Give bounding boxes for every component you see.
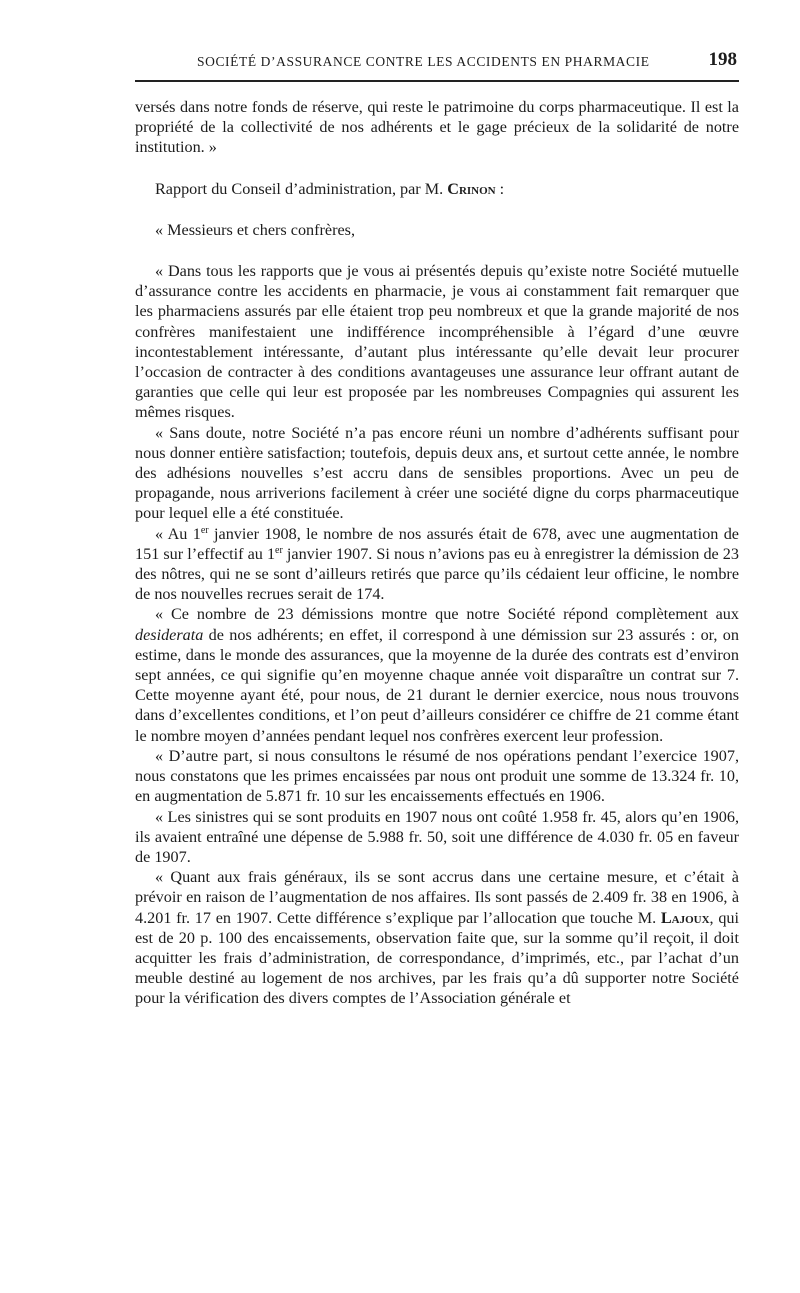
salutation: « Messieurs et chers confrères,: [155, 220, 356, 239]
superscript: er: [200, 524, 209, 536]
report-heading: [135, 179, 739, 199]
text-run: de nos adhérents; en effet, il correspond à une démission sur 23 assurés : or, on estime, dans le monde des assurances, que la moyenne de la durée des contrats est d’environ sept années, ce qui signifie qu’en moyenne chaque année voit disparaître un contrat sur 7. Cette moyenne ayant été, pour nous, de 21 durant le dernier exercice, nous nous trouvons dans d’excellentes conditions, et l’on peut d’ailleurs considérer ce chiffre de 21 comme étant le nombre moyen d’années pendant lequel nos confrères exercent leur profession.: [135, 625, 739, 745]
text-run: janvier 1908, le nombre de nos assurés était de 678, avec une augmentation de 151 sur l’effectif au 1: [135, 524, 739, 563]
report-heading-text: Rapport du Conseil d’administration, par M.: [155, 179, 448, 198]
paragraph-frais: [135, 867, 739, 1008]
superscript: er: [275, 544, 283, 556]
italic-term: desiderata: [135, 625, 204, 644]
paragraph-primes: « D’autre part, si nous consultons le résumé de nos opérations pendant l’exercice 1907, nous constatons que les primes encaissées par nous ont produit une somme de 13.324 fr. 10, en augmentation de 5.871 fr. 10 sur les encaissements effectués en 1906.: [135, 746, 739, 806]
spacer: [135, 199, 739, 220]
page-number: 198: [708, 49, 737, 70]
person-name: Lajoux: [660, 908, 710, 927]
spacer: [135, 158, 739, 179]
text-run: , qui est de 20 p. 100 des encaissements, observation faite que, sur la somme qu’il reçoit, il doit acquitter les frais d’administration, de correspondance, d’imprimés, etc., par l’achat d’un meuble destiné au logement de nos archives, par les frais qu’a dû supporter notre Société pour la vérification des divers comptes de l’Association générale et: [135, 908, 739, 1008]
spacer: [135, 240, 739, 261]
body-text: [135, 97, 739, 1009]
paragraph-continuation: versés dans notre fonds de réserve, qui reste le patrimoine du corps pharmaceutique. Il est la propriété de la collectivité de nos adhérents et le gage précieux de la solidarité de notre institution. »: [135, 98, 739, 157]
running-title: SOCIÉTÉ D’ASSURANCE CONTRE LES ACCIDENTS EN PHARMACIE: [197, 54, 650, 69]
page-header: [135, 44, 739, 84]
paragraph-demissions: [135, 604, 739, 745]
text-run: « Au 1: [155, 524, 201, 543]
text-run: janvier 1907. Si nous n’avions pas eu à enregistrer la démission de 23 des nôtres, qui ne se sont d’ailleurs retirés que parce qu’ils cédaient leur officine, le nombre de nos nouvelles recrues serait de 174.: [135, 544, 739, 604]
paragraph-sans-doute: « Sans doute, notre Société n’a pas encore réuni un nombre d’adhérents suffisant pour nous donner entière satisfaction; toutefois, depuis deux ans, et surtout cette année, le nombre des adhésions nouvelles s’est accru dans de sensibles proportions. Avec un peu de propagande, nous arriverions facilement à créer une société digne du corps pharmaceutique pour lequel elle a été constituée.: [135, 423, 739, 523]
text-run: « Ce nombre de 23 démissions montre que notre Société répond complètement aux: [155, 605, 739, 624]
text-run: « Quant aux frais généraux, ils se sont accrus dans une certaine mesure, et c’était à prévoir en raison de l’augmentation de nos affaires. Ils sont passés de 2.409 fr. 38 en 1906, à 4.201 fr. 17 en 1907. Cette différence s’explique par l’allocation que touche M.: [135, 868, 739, 927]
author-name: Crinon: [447, 179, 496, 198]
header-rule: [135, 80, 739, 82]
report-heading-colon: :: [495, 179, 505, 198]
paragraph-sinistres: « Les sinistres qui se sont produits en 1907 nous ont coûté 1.958 fr. 45, alors qu’en 1906, ils avaient entraîné une dépense de 5.988 fr. 50, soit une différence de 4.030 fr. 05 en faveur de 1907.: [135, 807, 739, 866]
paragraph-effectif: [135, 524, 739, 605]
paragraph-rapports: « Dans tous les rapports que je vous ai présentés depuis qu’existe notre Société mutuelle d’assurance contre les accidents en pharmacie, je vous ai constamment fait remarquer que les pharmaciens assurés par elle étaient trop peu nombreux et que la grande majorité de nos confrères manifestaient une indifférence incompréhensible à l’égard d’une œuvre incontestablement intéressante, d’autant plus intéressante qu’elle devait leur procurer l’occasion de contracter à des conditions avantageuses une assurance leur offrant autant de garanties que celle qui leur est proposée par les nombreuses Compagnies qui assurent les mêmes risques.: [135, 262, 739, 422]
